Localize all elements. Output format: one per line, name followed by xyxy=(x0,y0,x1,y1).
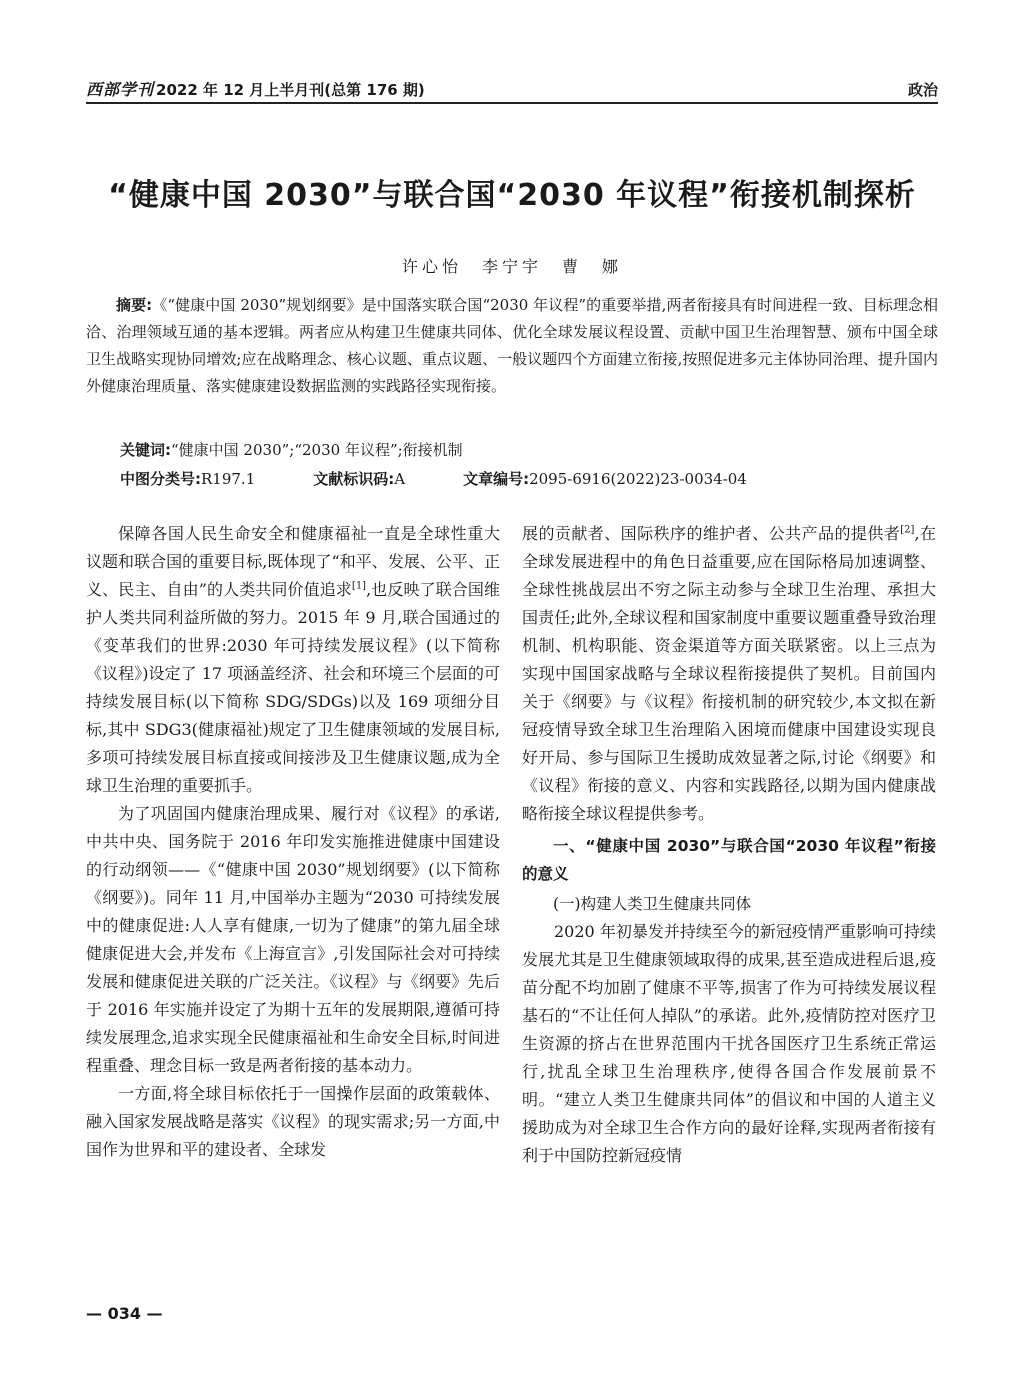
clc-code xyxy=(120,468,255,489)
doc-value: A xyxy=(394,470,406,488)
paragraph-text: 保障各国人民生命安全和健康福祉一直是全球性重大议题和联合国的重要目标,既体现了“和平、发展、公平、正义、民主、自由”的人类共同价值追求 xyxy=(86,524,500,599)
abstract xyxy=(86,292,938,400)
paragraph: 一方面,将全球目标依托于一国操作层面的政策载体、融入国家发展战略是落实《议程》的现实需求;另一方面,中国作为世界和平的建设者、全球发 xyxy=(86,1084,500,1159)
clc-label: 中图分类号: xyxy=(120,470,201,488)
abstract-text: 《“健康中国 2030”规划纲要》是中国落实联合国“2030 年议程”的重要举措,两者衔接具有时间进程一致、目标理念相洽、治理领域互通的基本逻辑。两者应从构建卫生健康共同体、优化全球发展议程设置、贡献中国卫生治理智慧、颁布中国全球卫生战略实现协同增效;应在战略理念、核心议题、重点议题、一般议题四个方面建立衔接,按照促进多元主体协同治理、提升国内外健康治理质量、落实健康建设数据监测的实践路径实现衔接。 xyxy=(86,296,938,395)
paragraph xyxy=(86,520,500,800)
keywords xyxy=(120,439,938,460)
paragraph-text: ,也反映了联合国维护人类共同利益所做的努力。2015 年 9 月,联合国通过的《变革我们的世界:2030 年可持续发展议程》(以下简称《议程》)设定了 17 项涵盖经济、社会和环境三个层面的可持续发展目标(以下简称 SDG/SDGs)以及 169 项细分目标,其中 SDG3(健康福祉)规定了卫生健康领域的发展目标,多项可持续发展目标直接或间接涉及卫生健康议题,成为全球卫生治理的重要抓手。 xyxy=(86,580,500,795)
paragraph-text: 展的贡献者、国际秩序的维护者、公共产品的提供者 xyxy=(522,524,901,543)
doc-label: 文献标识码: xyxy=(313,470,395,488)
paragraph-text: ,在全球发展进程中的角色日益重要,应在国际格局加速调整、全球性挑战层出不穷之际主动参与全球卫生治理、承担大国责任;此外,全球议程和国家制度中重要议题重叠导致治理机制、机构职能、资金渠道等方面关联紧密。以上三点为实现中国国家战略与全球议程衔接提供了契机。目前国内关于《纲要》与《议程》衔接机制的研究较少,本文拟在新冠疫情导致全球卫生治理陷入困境而健康中国建设实现良好开局、参与国际卫生援助成效显著之际,讨论《纲要》和《议程》衔接的意义、内容和实践路径,以期为国内健康战略衔接全球议程提供参考。 xyxy=(522,524,936,823)
article-no-label: 文章编号: xyxy=(463,470,530,488)
running-header xyxy=(86,72,938,100)
abstract-label: 摘要: xyxy=(116,296,153,314)
journal-issue xyxy=(86,77,425,100)
clc-value: R197.1 xyxy=(201,470,256,488)
paragraph xyxy=(522,520,936,828)
paragraph: 为了巩固国内健康治理成果、履行对《议程》的承诺,中共中央、国务院于 2016 年印发实施推进健康中国建设的行动纲领——《“健康中国 2030”规划纲要》(以下简称《纲要》)。同年 11 月,中国举办主题为“2030 可持续发展中的健康促进:人人享有健康,一切为了健康”的第九届全球健康促进大会,并发布《上海宣言》,引发国际社会对可持续发展和健康促进关联的广泛关注。《议程》与《纲要》先后于 2016 年实施并设定了为期十五年的发展期限,遵循可持续发展理念,追求实现全民健康福祉和生命安全目标,时间进程重叠、理念目标一致是两者衔接的基本动力。 xyxy=(86,804,500,1075)
section-heading: 一、“健康中国 2030”与联合国“2030 年议程”衔接的意义 xyxy=(522,837,936,883)
header-rule xyxy=(86,102,938,104)
citation-ref: [2] xyxy=(900,524,915,536)
body-column-left xyxy=(86,520,500,1164)
article-number xyxy=(463,468,747,489)
article-no-value: 2095-6916(2022)23-0034-04 xyxy=(529,470,747,488)
article-title: “健康中国 2030”与联合国“2030 年议程”衔接机制探析 xyxy=(108,178,916,213)
keywords-label: 关键词: xyxy=(120,441,171,459)
paragraph: 2020 年初暴发并持续至今的新冠疫情严重影响可持续发展尤其是卫生健康领域取得的成果,甚至造成进程后退,疫苗分配不均加剧了健康不平等,损害了作为可持续发展议程基石的“不让任何人掉队”的承诺。此外,疫情防控对医疗卫生资源的挤占在世界范围内干扰各国医疗卫生系统正常运行,扰乱全球卫生治理秩序,使得各国合作发展前景不明。“建立人类卫生健康共同体”的倡议和中国的人道主义援助成为对全球卫生合作方向的最好诠释,实现两者衔接有利于中国防控新冠疫情 xyxy=(522,922,936,1165)
issue-info: 2022 年 12 月上半月刊(总第 176 期) xyxy=(156,81,425,99)
body-column-right xyxy=(522,520,936,1170)
keywords-text: “健康中国 2030”;“2030 年议程”;衔接机制 xyxy=(171,441,463,459)
document-code xyxy=(313,468,405,489)
citation-ref: [1] xyxy=(351,580,367,592)
author-list: 许心怡 李宁宇 曹 娜 xyxy=(401,257,622,276)
classification-line xyxy=(120,468,938,489)
section-name: 政治 xyxy=(907,81,938,99)
journal-logo: 西部学刊 xyxy=(86,80,155,99)
subsection-heading: (一)构建人类卫生健康共同体 xyxy=(553,895,752,913)
page-number: — 034 — xyxy=(86,1304,163,1323)
